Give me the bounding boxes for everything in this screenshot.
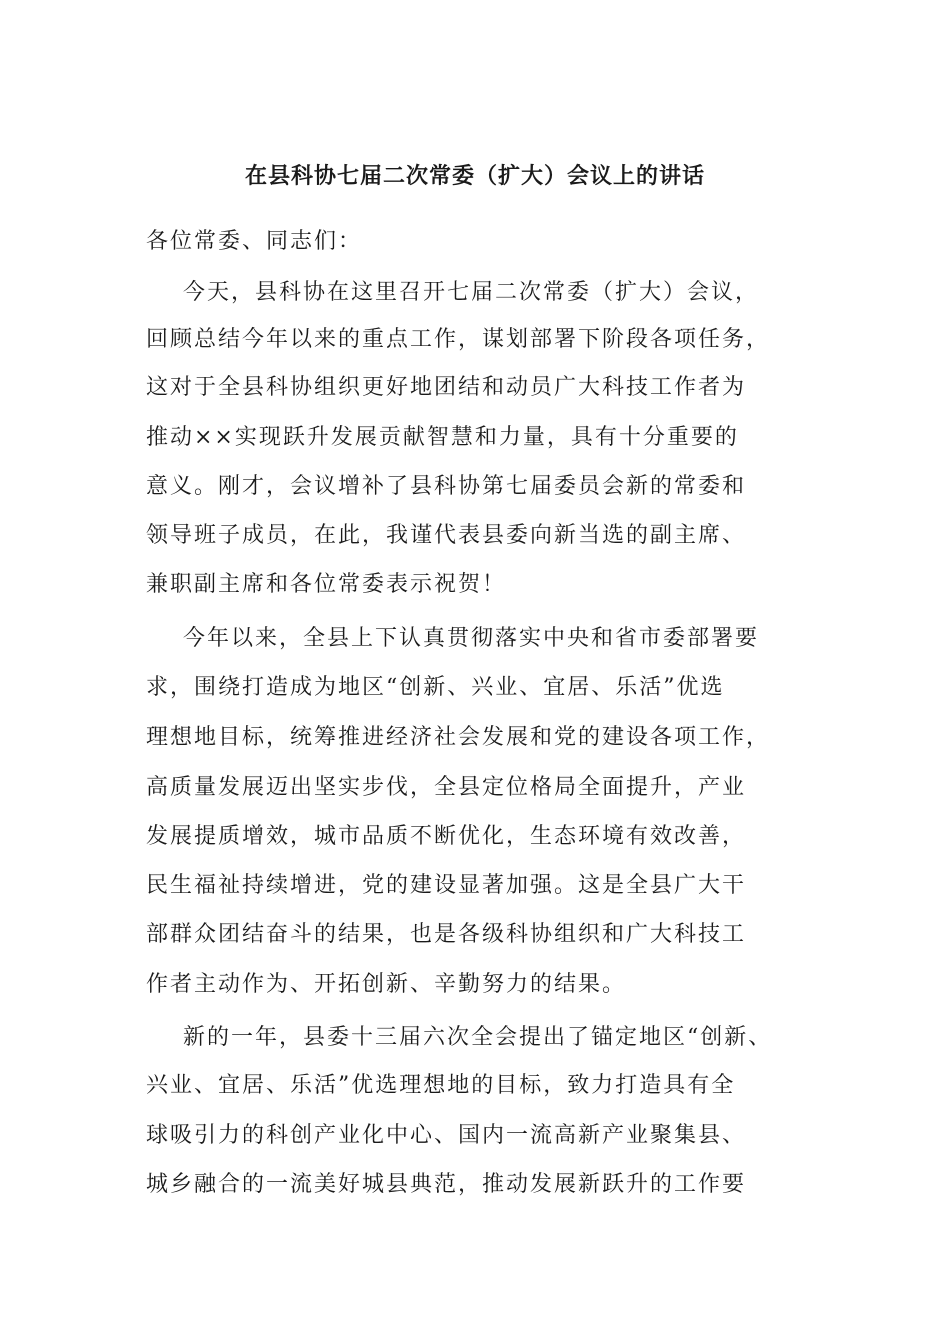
- paragraph-line: 领导班子成员，在此，我谨代表县委向新当选的副主席、: [146, 523, 747, 548]
- paragraph-line: 作者主动作为、开拓创新、辛勤努力的结果。: [146, 972, 627, 997]
- paragraph-line: 今天，县科协在这里召开七届二次常委（扩大）会议，: [183, 280, 760, 305]
- document-title: 在县科协七届二次常委（扩大）会议上的讲话: [244, 163, 705, 189]
- paragraph-line: 推动××实现跃升发展贡献智慧和力量，具有十分重要的: [146, 425, 739, 450]
- paragraph-line: 这对于全县科协组织更好地团结和动员广大科技工作者为: [146, 375, 747, 400]
- paragraph-line: 求，围绕打造成为地区“创新、兴业、宜居、乐活”优选: [146, 675, 725, 700]
- paragraph-line: 意义。刚才，会议增补了县科协第七届委员会新的常委和: [146, 474, 747, 499]
- paragraph-line: 兼职副主席和各位常委表示祝贺！: [146, 572, 507, 597]
- paragraph-line: 民生福祉持续增进，党的建设显著加强。这是全县广大干: [146, 873, 747, 898]
- paragraph-line: 理想地目标，统筹推进经济社会发展和党的建设各项工作，: [146, 725, 771, 750]
- paragraph-line: 今年以来，全县上下认真贯彻落实中央和省市委部署要: [183, 626, 760, 651]
- paragraph-line: 部群众团结奋斗的结果，也是各级科协组织和广大科技工: [146, 922, 747, 947]
- paragraph-line: 新的一年，县委十三届六次全会提出了锚定地区“创新、: [183, 1025, 773, 1050]
- paragraph-line: 发展提质增效，城市品质不断优化，生态环境有效改善，: [146, 824, 747, 849]
- paragraph-line: 城乡融合的一流美好城县典范，推动发展新跃升的工作要: [146, 1172, 747, 1197]
- paragraph-line: 兴业、宜居、乐活”优选理想地的目标，致力打造具有全: [146, 1073, 736, 1098]
- paragraph-line: 回顾总结今年以来的重点工作，谋划部署下阶段各项任务，: [146, 327, 771, 352]
- salutation: 各位常委、同志们：: [146, 229, 363, 254]
- paragraph-line: 高质量发展迈出坚实步伐，全县定位格局全面提升，产业: [146, 775, 747, 800]
- paragraph-line: 球吸引力的科创产业化中心、国内一流高新产业聚集县、: [146, 1123, 747, 1148]
